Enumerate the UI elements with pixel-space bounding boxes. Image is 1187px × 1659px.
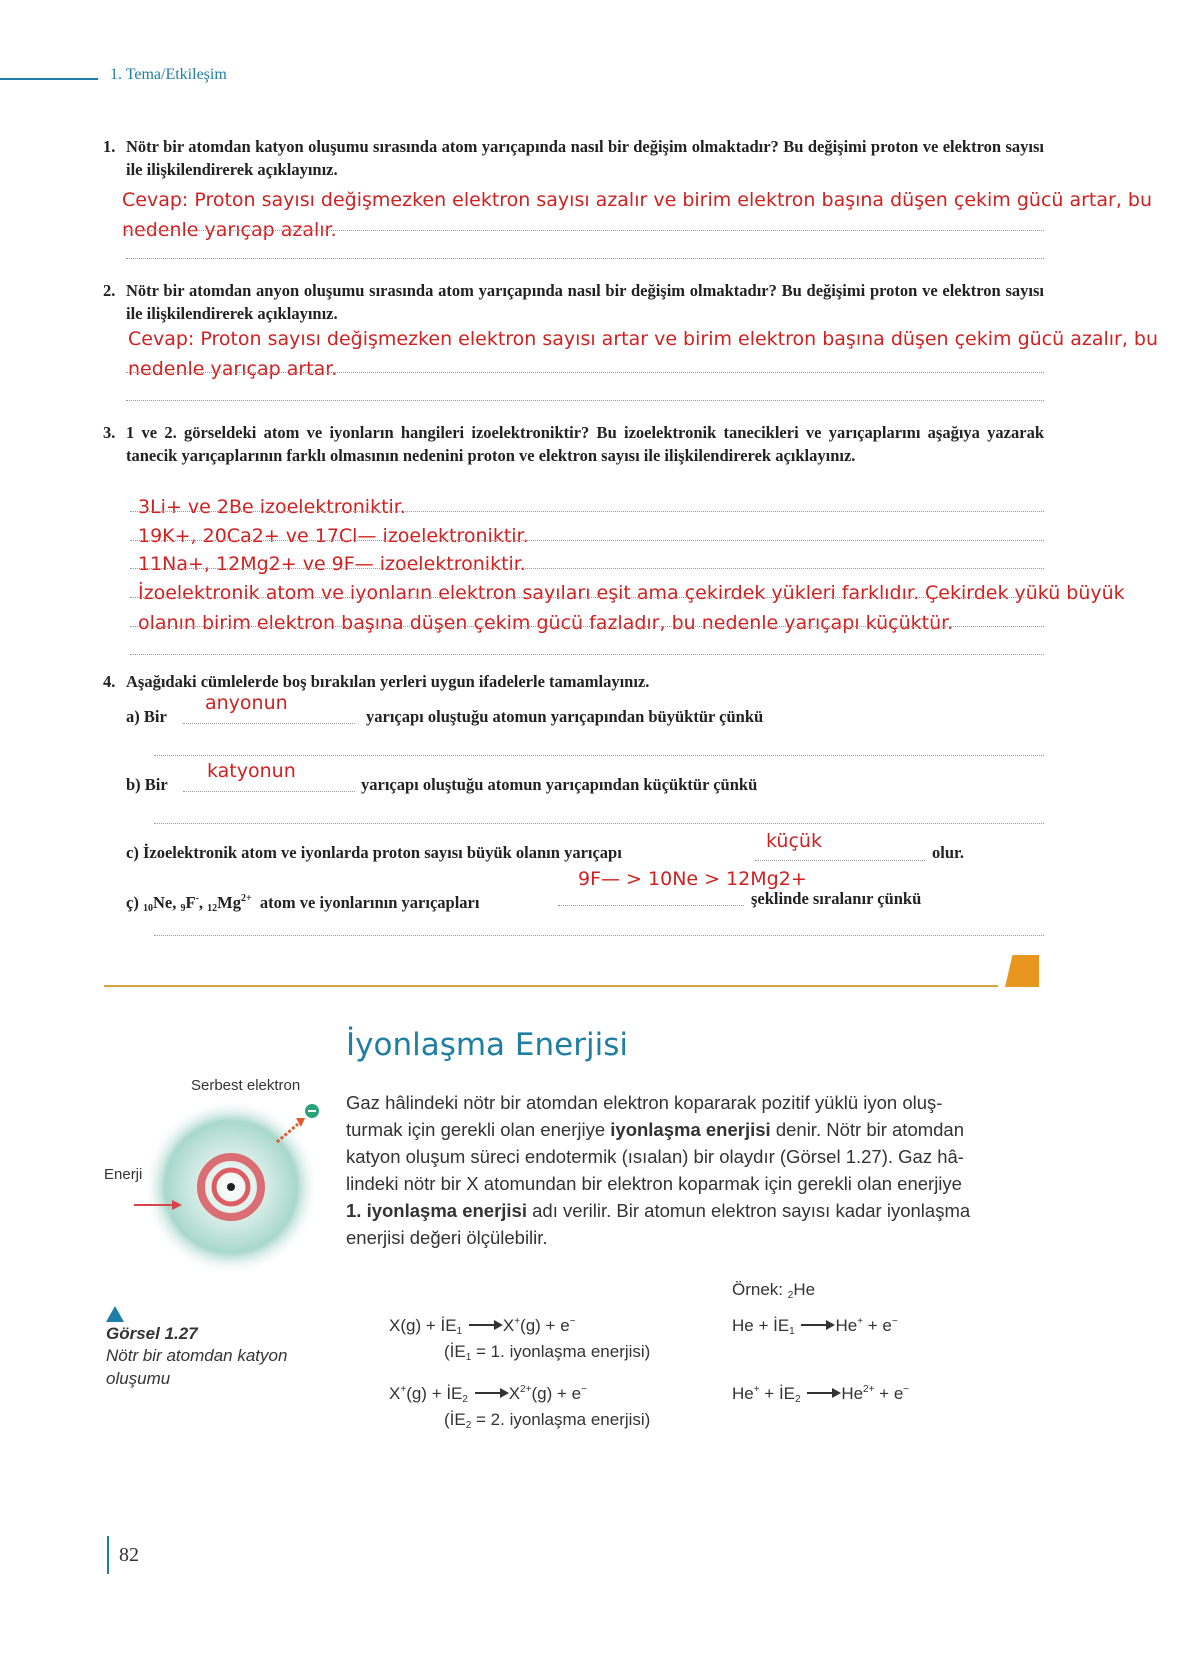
eq-term: (İE [444,1342,466,1361]
equation-1 [389,1316,576,1337]
fill-blank [183,723,355,724]
equation-1-note [444,1342,650,1363]
question-4d-prefix: ç) [126,893,139,912]
superscript: - [195,893,199,904]
question-3-text: 1 ve 2. görseldeki atom ve iyonların hangileri izoelektroniktir? Bu izoelektronik tanecikleri ve yarıçaplarını aşağıya yazarak tanecik yarıçaplarının farklı olmasının nedenini proton ve elektron sayısı ile ilişkilendirerek açıklayınız. [126,423,1044,465]
example-equation-2 [732,1384,909,1405]
question-1-number: 1. [103,137,116,156]
eq-term: He [732,1384,754,1403]
answer-line [126,230,1044,231]
question-4a-suffix: yarıçapı oluştuğu atomun yarıçapından büyüktür çünkü [366,707,764,726]
question-2-text: Nötr bir atomdan anyon oluşumu sırasında atom yarıçapında nasıl bir değişim olmaktadır? Bu değişimi proton ve elektron sayısı ile ilişkilendirerek açıklayınız. [126,281,1044,323]
superscript: − [569,1316,576,1327]
answer-line [130,654,1044,655]
section-paragraph [346,1089,1046,1251]
question-2-number: 2. [103,281,116,300]
eq-term: X(g) + İE [389,1316,457,1335]
example-label [732,1280,815,1301]
header-rule [0,78,98,80]
subscript: 9 [180,903,186,914]
question-1-text: Nötr bir atomdan katyon oluşumu sırasında atom yarıçapında nasıl bir değişim olmaktadır? Bu değişimi proton ve elektron sayısı ile ilişkilendirerek açıklayınız. [126,137,1044,179]
eq-term: He + İE [732,1316,790,1335]
header-title: 1. Tema/Etkileşim [110,66,227,83]
superscript: 2+ [863,1384,875,1395]
bold-term: 1. iyonlaşma enerjisi [346,1200,527,1221]
orange-marker [1005,955,1039,987]
bold-term: iyonlaşma enerjisi [610,1119,771,1140]
paragraph-line [346,1116,1046,1143]
eq-term: He [835,1316,858,1335]
question-3-answer-4: İzoelektronik atom ve iyonların elektron sayıları eşit ama çekirdek yükleri farklıdır. Çekirdek yükü büyük olanın birim elektron başına düşen çekim gücü fazladır, bu nedenle yarıçapı küçüktür. [138,582,1125,634]
eq-term: X [389,1384,401,1403]
paragraph-line: katyon oluşum süreci endotermik (ısıalan) bir olaydır (Görsel 1.27). Gaz hâ- [346,1146,964,1167]
eq-term: + e [863,1316,892,1335]
caption-line-1: Nötr bir atomdan katyon [106,1346,288,1365]
page-number: 82 [119,1544,139,1566]
fill-blank [558,905,744,906]
paragraph-line [346,1197,1046,1224]
question-4d-middle: atom ve iyonlarının yarıçapları [259,893,480,912]
caption-title: Görsel 1.27 [106,1324,198,1343]
superscript: − [581,1384,587,1395]
reaction-arrow [801,1324,833,1326]
superscript: + [514,1316,521,1327]
subscript: 2 [795,1394,801,1405]
answer-line [130,626,1044,627]
subscript: 2 [462,1394,468,1405]
eq-term: = 2. iyonlaşma enerjisi) [471,1410,651,1429]
nucleus [227,1183,235,1191]
subscript: 1 [456,1326,463,1337]
eq-term: + İE [759,1384,796,1403]
energy-label: Enerji [104,1166,143,1183]
eq-term: He [793,1280,816,1299]
question-3-answer-3: 11Na+, 12Mg2+ ve 9F— izoelektroniktir. [138,553,526,575]
free-electron-label: Serbest elektron [191,1077,301,1094]
question-4c-answer: küçük [766,830,822,852]
question-4b-answer: katyonun [207,760,296,782]
subscript: 10 [142,903,153,914]
answer-line [130,568,1044,569]
paragraph-line: enerjisi değeri ölçülebilir. [346,1227,548,1248]
eq-term: = 1. iyonlaşma enerjisi) [471,1342,651,1361]
answer-line [130,540,1044,541]
text-run: turmak için gerekli olan enerjiye [346,1119,611,1140]
question-3-number: 3. [103,423,116,442]
answer-line [126,258,1044,259]
question-4b-suffix: yarıçapı oluştuğu atomun yarıçapından küçüktür çünkü [361,775,758,794]
question-4d-formula: ç) $_{10}$Ne, $_9$F-, $_{12}Mg^{2+}$ atom ve iyonlarının yarıçapları [126,893,480,914]
symbol-f: F [185,893,196,912]
footer-rule [107,1536,109,1574]
eq-term: (g) + İE [406,1384,463,1403]
caption-line-2: oluşumu [106,1369,171,1388]
superscript: 2+ [520,1384,532,1395]
subscript: 2 [465,1420,472,1431]
question-4c-prefix: c) İzoelektronik atom ve iyonlarda proton sayısı büyük olanın yarıçapı [126,843,622,862]
question-3-answer-2: 19K+, 20Ca2+ ve 17Cl— izoelektroniktir. [138,525,529,547]
equation-2 [389,1384,587,1405]
equation-2-note [444,1410,650,1431]
atom-ionization-figure [100,1080,340,1280]
question-4a-prefix: a) Bir [126,707,167,726]
subscript: 2 [787,1290,794,1301]
eq-term: (g) + e [531,1384,582,1403]
answer-line [126,372,1044,373]
symbol-ne: Ne, [152,893,181,912]
question-4c-suffix: olur. [932,843,964,862]
text-run: adı verilir. Bir atomun elektron sayısı kadar iyonlaşma [526,1200,971,1221]
answer-line [130,511,1044,512]
section-title: İyonlaşma Enerjisi [346,1027,628,1063]
eq-term: X [502,1316,515,1335]
superscript: + [753,1384,760,1395]
fill-blank [755,860,925,861]
eq-term: (g) + e [520,1316,570,1335]
question-2-answer: Cevap: Proton sayısı değişmezken elektron sayısı artar ve birim elektron başına düşen çekim gücü azalır, bu nedenle yarıçap artar. [128,328,1159,380]
subscript: 12 [207,903,218,914]
paragraph-line: Gaz hâlindeki nötr bir atomdan elektron kopararak pozitif yüklü iyon oluş- [346,1092,943,1113]
subscript: 1 [465,1352,472,1363]
eq-term: He [841,1384,864,1403]
question-1-answer: Cevap: Proton sayısı değişmezken elektron sayısı azalır ve birim elektron başına düşen çekim gücü artar, bu nedenle yarıçap azalır. [122,189,1153,241]
superscript: − [891,1316,898,1327]
answer-line [126,400,1044,401]
eq-term: Örnek: [732,1280,788,1299]
answer-line [154,823,1044,824]
section-divider [104,985,998,987]
example-equation-1 [732,1316,898,1337]
answer-line [154,935,1044,936]
question-4-text: Aşağıdaki cümlelerde boş bırakılan yerleri uygun ifadelerle tamamlayınız. [126,672,650,691]
caption-triangle-icon [106,1306,124,1322]
superscript: 2+ [240,893,252,904]
superscript: + [400,1384,407,1395]
text-run: denir. Nötr bir atomdan [770,1119,965,1140]
superscript: + [857,1316,864,1327]
eq-term: + e [874,1384,904,1403]
reaction-arrow [469,1324,501,1326]
paragraph-line: lindeki nötr bir X atomundan bir elektron koparmak için gerekli olan enerjiye [346,1173,962,1194]
question-4d-suffix: şeklinde sıralanır çünkü [751,889,922,908]
question-4d-answer: 9F— > 10Ne > 12Mg2+ [578,868,807,890]
question-3-answer-1: 3Li+ ve 2Be izoelektroniktir. [138,496,406,518]
symbol-mg: Mg [217,893,241,912]
eq-term: X [508,1384,521,1403]
answer-line [130,597,1044,598]
fill-blank [183,791,355,792]
reaction-arrow [807,1392,839,1394]
superscript: − [903,1384,910,1395]
reaction-arrow [475,1392,507,1394]
subscript: 1 [789,1326,795,1337]
question-4a-answer: anyonun [205,692,288,714]
question-4b-prefix: b) Bir [126,775,168,794]
question-4-number: 4. [103,672,116,691]
eq-term: (İE [444,1410,466,1429]
